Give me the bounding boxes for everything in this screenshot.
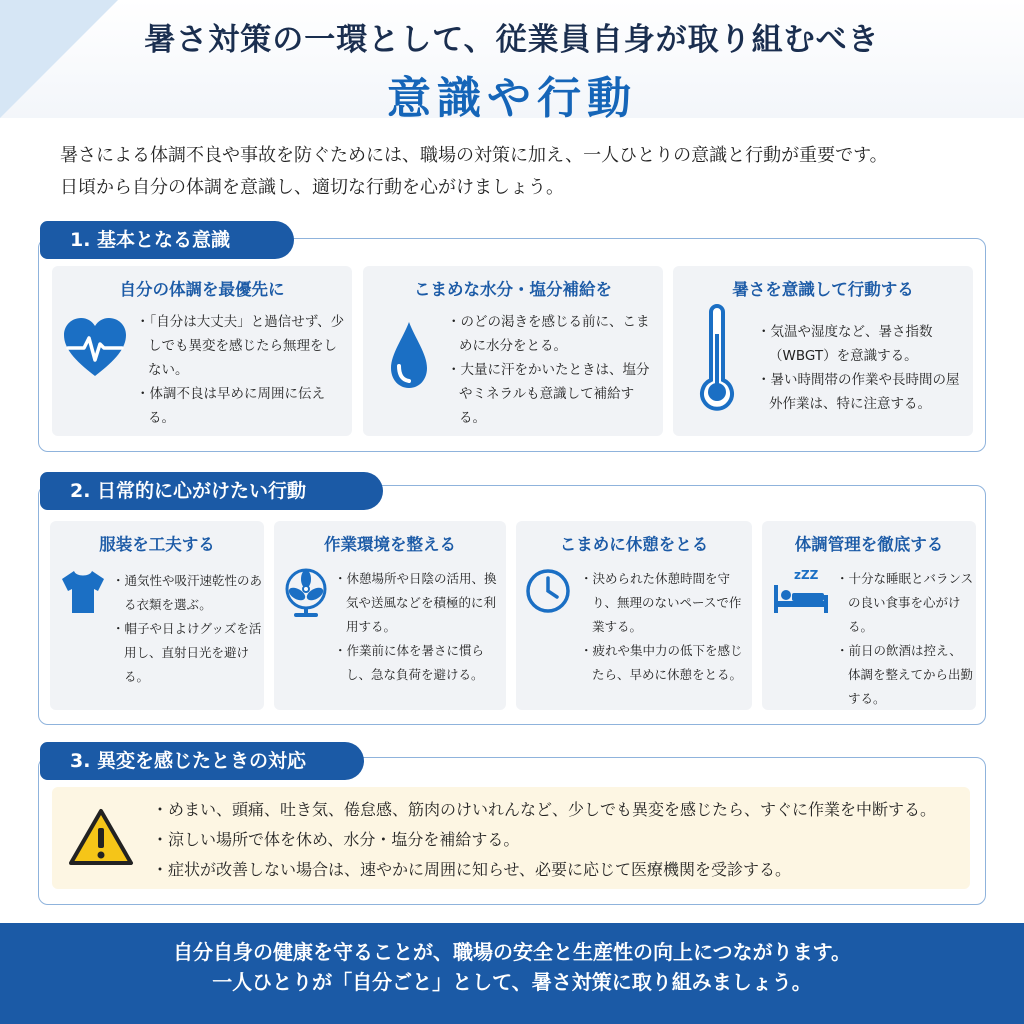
- bullet: ・疲れや集中力の低下を感じたら、早めに休憩をとる。: [580, 643, 743, 682]
- section2-card-4: [762, 521, 976, 710]
- section2-card-1: [50, 521, 264, 710]
- warning-bullets: [152, 795, 972, 885]
- bullet: ・作業前に体を暑さに慣らし、急な負荷を避ける。: [334, 643, 485, 682]
- card-bullets: [580, 567, 750, 687]
- fan-icon: [282, 567, 330, 623]
- card-bullets: [836, 567, 974, 711]
- section2-card-2: [274, 521, 506, 710]
- clock-icon: [524, 567, 572, 619]
- bullet: ・のどの渇きを感じる前に、こまめに水分をとる。: [447, 314, 650, 354]
- bullet: ・「自分は大丈夫」と過信せず、少しでも異変を感じたら無理をしない。: [136, 314, 345, 378]
- shirt-icon: [58, 569, 108, 619]
- water-drop-icon: [389, 320, 429, 394]
- bullet: ・帽子や日よけグッズを活用し、直射日光を避ける。: [112, 621, 262, 684]
- bullet: ・大量に汗をかいたときは、塩分やミネラルも意識して補給する。: [447, 362, 650, 426]
- card-title: 体調管理を徹底する: [794, 535, 944, 554]
- card-title: こまめに休憩をとる: [559, 535, 709, 554]
- card-title: 作業環境を整える: [324, 535, 456, 554]
- bullet: ・前日の飲酒は控え、体調を整えてから出勤する。: [836, 643, 974, 706]
- card-bullets: [447, 310, 657, 430]
- page-title-line1: 暑さ対策の一環として、従業員自身が取り組むべき: [144, 22, 880, 58]
- section1-card-2: [363, 266, 663, 436]
- card-title: 服装を工夫する: [99, 535, 215, 554]
- card-title: 暑さを意識して行動する: [732, 280, 914, 299]
- section2-card-3: [516, 521, 752, 710]
- section2-tab: 2. 日常的に心がけたい行動: [40, 472, 383, 510]
- page-title-line2: 意識や行動: [387, 73, 637, 124]
- intro-line1: 暑さによる体調不良や事故を防ぐためには、職場の対策に加え、一人ひとりの意識と行動が重要です。: [60, 145, 888, 166]
- card-bullets: [112, 569, 262, 689]
- bullet: ・気温や湿度など、暑さ指数（WBGT）を意識する。: [757, 324, 933, 364]
- thermometer-icon: [697, 304, 737, 418]
- section1-card-1: [52, 266, 352, 436]
- intro-line2: 日頃から自分の体調を意識し、適切な行動を心がけましょう。: [60, 177, 564, 198]
- bullet: ・休憩場所や日陰の活用、換気や送風などを積極的に利用する。: [334, 571, 497, 634]
- bullet: ・決められた休憩時間を守り、無理のないペースで作業する。: [580, 571, 742, 634]
- section1-tab: 1. 基本となる意識: [40, 221, 294, 259]
- card-bullets: [757, 320, 967, 416]
- bullet: ・涼しい場所で体を休め、水分・塩分を補給する。: [152, 830, 520, 849]
- bullet: ・症状が改善しない場合は、速やかに周囲に知らせ、必要に応じて医療機関を受診する。: [152, 860, 792, 879]
- bullet: ・通気性や吸汗速乾性のある衣類を選ぶ。: [112, 573, 263, 612]
- footer-line1: 自分自身の健康を守ることが、職場の安全と生産性の向上につながります。: [173, 940, 851, 964]
- intro-text: [60, 140, 980, 204]
- bullet: ・十分な睡眠とバランスの良い食事を心がける。: [836, 571, 974, 634]
- heart-pulse-icon: [62, 316, 128, 382]
- card-title: こまめな水分・塩分補給を: [414, 280, 612, 299]
- section1-card-3: [673, 266, 973, 436]
- bullet: ・体調不良は早めに周囲に伝える。: [136, 386, 325, 426]
- card-title: 自分の体調を最優先に: [119, 280, 285, 299]
- warning-icon: [68, 808, 134, 870]
- footer-line2: 一人ひとりが「自分ごと」として、暑さ対策に取り組みましょう。: [212, 970, 812, 994]
- section3-tab: 3. 異変を感じたときの対応: [40, 742, 364, 780]
- bullet: ・めまい、頭痛、吐き気、倦怠感、筋肉のけいれんなど、少しでも異変を感じたら、すぐに作業を中断する。: [152, 800, 937, 819]
- sleep-bed-icon: [770, 565, 834, 621]
- card-bullets: [334, 567, 502, 687]
- card-bullets: [136, 310, 346, 430]
- bullet: ・暑い時間帯の作業や長時間の屋外作業は、特に注意する。: [757, 372, 960, 412]
- svg-text:zZZ: zZZ: [794, 568, 819, 582]
- footer-banner: [0, 923, 1024, 1024]
